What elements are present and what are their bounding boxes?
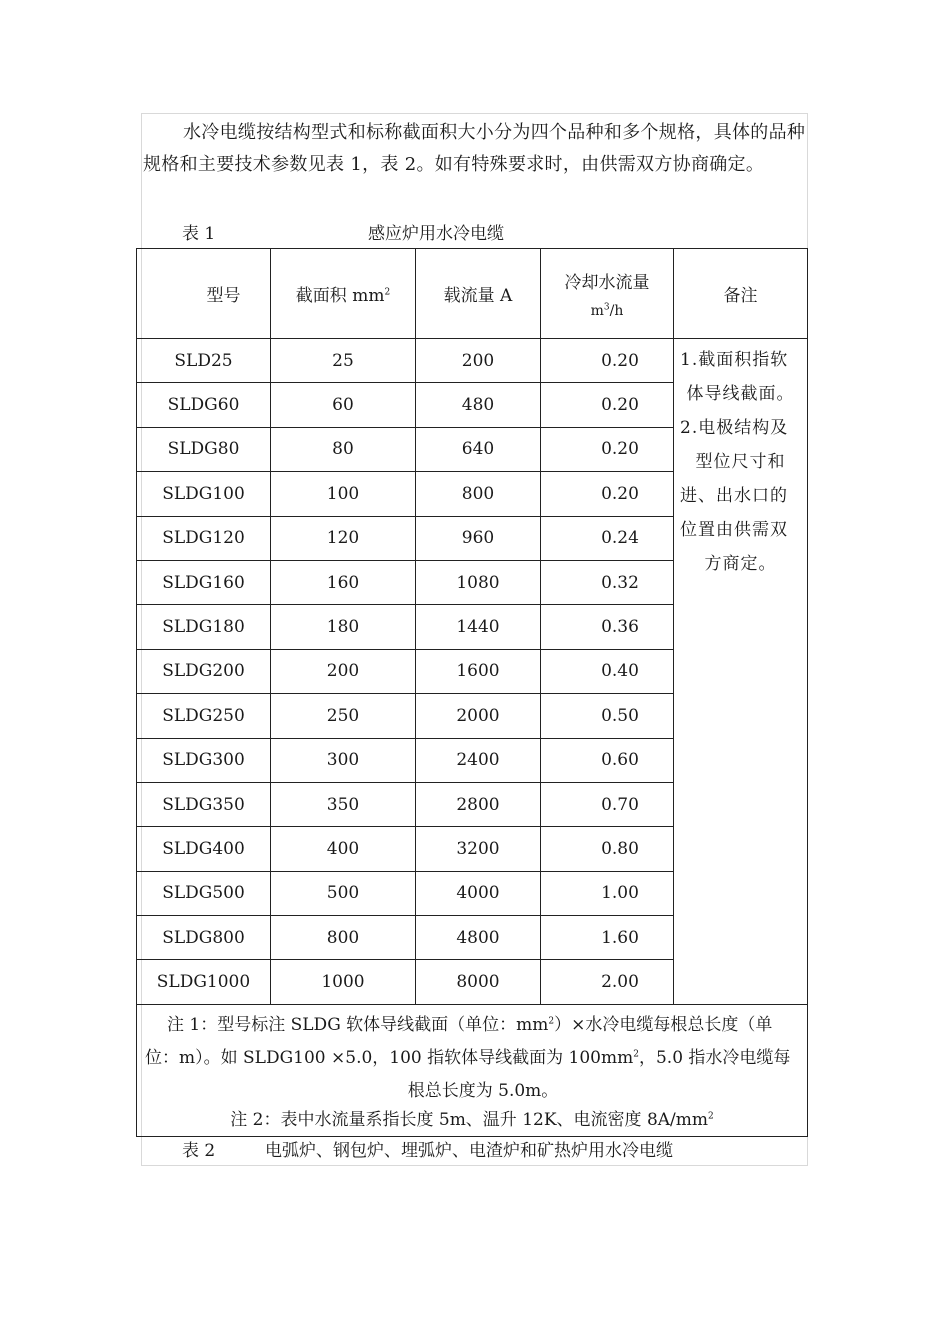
table2-label: 表 2 bbox=[182, 1141, 216, 1161]
table-header-row bbox=[137, 249, 808, 339]
intro-paragraph: 水冷电缆按结构型式和标称截面积大小分为四个品种和多个规格，具体的品种规格和主要技术参数见表 1，表 2。如有特殊要求时，由供需双方协商确定。 bbox=[143, 122, 806, 175]
cell-current: 1080 bbox=[416, 560, 541, 604]
cell-model: SLDG180 bbox=[137, 605, 271, 649]
cell-current: 4000 bbox=[416, 871, 541, 915]
table1-title: 感应炉用水冷电缆 bbox=[368, 224, 504, 244]
cable-spec-table bbox=[136, 248, 808, 1137]
table2-title: 电弧炉、钢包炉、埋弧炉、电渣炉和矿热炉用水冷电缆 bbox=[265, 1141, 673, 1161]
cell-section: 80 bbox=[271, 427, 416, 471]
cell-current: 480 bbox=[416, 383, 541, 427]
cell-current: 2400 bbox=[416, 738, 541, 782]
header-flow: 冷却水流量 $m^3/h$ bbox=[541, 249, 674, 339]
cell-section: 300 bbox=[271, 738, 416, 782]
cell-current: 960 bbox=[416, 516, 541, 560]
cell-model: SLDG250 bbox=[137, 694, 271, 738]
cell-current: 1440 bbox=[416, 605, 541, 649]
note-2: 注 2：表中水流量系指长度 5m、温升 12K、电流密度 $8A/mm^2$ bbox=[230, 1109, 714, 1130]
header-model: 型号 bbox=[137, 249, 271, 339]
cell-section: 500 bbox=[271, 871, 416, 915]
cell-current: 4800 bbox=[416, 916, 541, 960]
cell-model: SLDG300 bbox=[137, 738, 271, 782]
cell-model: SLDG160 bbox=[137, 560, 271, 604]
table-notes bbox=[137, 1004, 808, 1136]
cell-model: SLDG80 bbox=[137, 427, 271, 471]
remarks-line: 方商定。 bbox=[704, 554, 777, 574]
cell-section: 1000 bbox=[271, 960, 416, 1004]
cell-model: SLDG120 bbox=[137, 516, 271, 560]
cell-section: 160 bbox=[271, 560, 416, 604]
table1-label: 表 1 bbox=[182, 224, 216, 244]
cell-model: SLD25 bbox=[137, 339, 271, 383]
remarks-line: 2.电极结构及 bbox=[680, 418, 789, 438]
cell-section: 60 bbox=[271, 383, 416, 427]
cell-model: SLDG60 bbox=[137, 383, 271, 427]
cell-current: 1600 bbox=[416, 649, 541, 693]
cell-model: SLDG800 bbox=[137, 916, 271, 960]
cell-flow: 0.50 bbox=[541, 694, 674, 738]
cell-section: 25 bbox=[271, 339, 416, 383]
cell-model: SLDG200 bbox=[137, 649, 271, 693]
cell-flow: 0.20 bbox=[541, 339, 674, 383]
remarks-line: 体导线截面。 bbox=[686, 384, 795, 404]
cell-section: 800 bbox=[271, 916, 416, 960]
cell-section: 400 bbox=[271, 827, 416, 871]
cell-flow: 1.00 bbox=[541, 871, 674, 915]
header-section: 截面积 $mm^2$ bbox=[271, 249, 416, 339]
remarks-line: 1.截面积指软 bbox=[680, 350, 789, 370]
cell-current: 3200 bbox=[416, 827, 541, 871]
cell-current: 2000 bbox=[416, 694, 541, 738]
note-1: 注 1：型号标注 SLDG 软体导线截面（单位：$mm^2)\times$水冷电缆每根总长度（单位：m）。如 SLDG100 ×5.0，100 指软体导线截面为 $100mm^2$，5.0 指水冷电缆每 根总长度为 5.0m。 bbox=[145, 1014, 791, 1101]
cell-flow: 0.20 bbox=[541, 383, 674, 427]
cell-flow: 0.40 bbox=[541, 649, 674, 693]
cell-current: 640 bbox=[416, 427, 541, 471]
cell-flow: 1.60 bbox=[541, 916, 674, 960]
cell-remarks bbox=[674, 339, 808, 1005]
remarks-line: 型位尺寸和 bbox=[695, 452, 786, 472]
cell-flow: 0.36 bbox=[541, 605, 674, 649]
cell-model: SLDG400 bbox=[137, 827, 271, 871]
cell-model: SLDG500 bbox=[137, 871, 271, 915]
cell-flow: 0.24 bbox=[541, 516, 674, 560]
cell-section: 200 bbox=[271, 649, 416, 693]
remarks-line: 进、出水口的 bbox=[680, 486, 788, 506]
cell-model: SLDG350 bbox=[137, 782, 271, 826]
cell-flow: 0.20 bbox=[541, 427, 674, 471]
cell-flow: 0.60 bbox=[541, 738, 674, 782]
cell-flow: 0.80 bbox=[541, 827, 674, 871]
header-remarks: 备注 bbox=[674, 249, 808, 339]
cell-section: 100 bbox=[271, 472, 416, 516]
cell-section: 180 bbox=[271, 605, 416, 649]
cell-flow: 2.00 bbox=[541, 960, 674, 1004]
cell-current: 8000 bbox=[416, 960, 541, 1004]
cell-model: SLDG100 bbox=[137, 472, 271, 516]
header-current: 载流量 A bbox=[416, 249, 541, 339]
cell-flow: 0.32 bbox=[541, 560, 674, 604]
cell-section: 120 bbox=[271, 516, 416, 560]
cell-current: 800 bbox=[416, 472, 541, 516]
cell-flow: 0.20 bbox=[541, 472, 674, 516]
cell-flow: 0.70 bbox=[541, 782, 674, 826]
table-row bbox=[137, 339, 808, 383]
header-flow-unit: $m^3/h$ bbox=[590, 302, 624, 319]
cell-current: 200 bbox=[416, 339, 541, 383]
cell-section: 350 bbox=[271, 782, 416, 826]
cell-current: 2800 bbox=[416, 782, 541, 826]
cell-model: SLDG1000 bbox=[137, 960, 271, 1004]
cell-section: 250 bbox=[271, 694, 416, 738]
remarks-line: 位置由供需双 bbox=[680, 520, 788, 540]
